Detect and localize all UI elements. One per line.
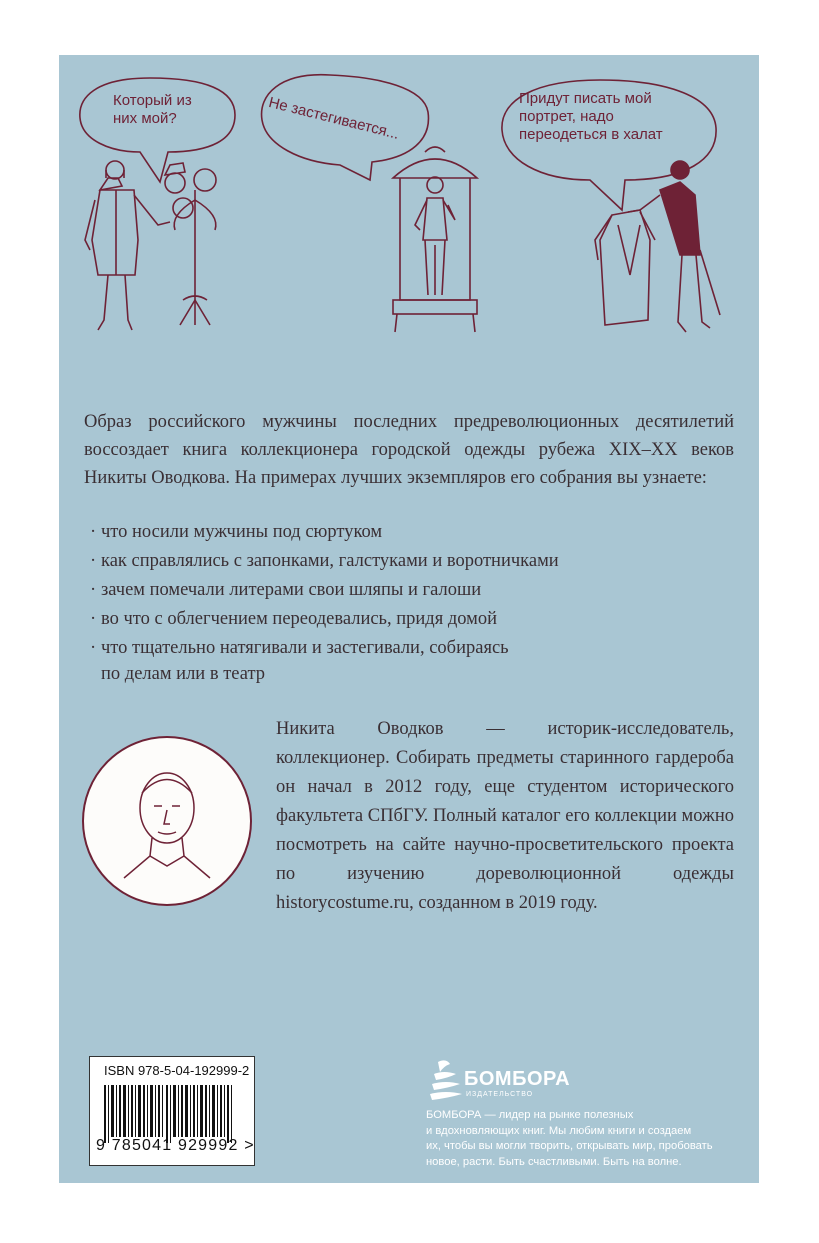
publisher-logo-subtitle: ИЗДАТЕЛЬСТВО <box>466 1091 534 1098</box>
isbn-label: ISBN 978-5-04-192999-2 <box>104 1063 250 1078</box>
bullet-item: · что тщательно натягивали и застегивали, собираясь <box>90 638 509 658</box>
speech-bubble-text-2: Не застегивается... <box>266 94 401 143</box>
bullet-item: · что носили мужчины под сюртуком <box>90 522 383 542</box>
speech-bubble-text-3: Придут писать мой портрет, надо переодеться в халат <box>519 90 663 143</box>
description-intro: Образ российского мужчины последних предреволюционных десятилетий воссоздает книга коллекционера городской одежды рубежа XIX–XX веков Никиты Оводкова. На примерах лучших экземпляров его собрания вы узнаете: <box>84 412 734 488</box>
bombora-logo-icon <box>428 1058 464 1104</box>
man-in-coat-figure <box>85 161 170 330</box>
portrait-icon <box>84 738 250 904</box>
bullet-item: · во что с облегчением переодевались, придя домой <box>90 609 498 629</box>
author-portrait <box>82 736 252 906</box>
illustrations <box>0 0 819 400</box>
publisher-line: и вдохновляющих книг. Мы любим книги и создаем <box>426 1124 692 1137</box>
barcode-number: 9 785041 929992 > <box>96 1137 255 1154</box>
speech-bubble-text-1: Который из них мой? <box>113 92 192 127</box>
hat-stand <box>165 163 216 325</box>
publisher-blurb <box>426 1108 756 1170</box>
publisher-line: БОМБОРА — лидер на рынке полезных <box>426 1109 634 1121</box>
author-bio: Никита Оводков — историк-исследователь, коллекционер. Собирать предметы старинного гардероба он начал в 2012 году, еще студентом исторического факультета СПбГУ. Полный каталог его коллекции можно посмотреть на сайте научно-просветительского проекта по изучению дореволюционной одежды historycostume.ru, созданном в 2019 году. <box>276 719 734 913</box>
mirror-figure <box>393 147 477 332</box>
publisher-logo: БОМБОРА <box>464 1068 571 1090</box>
publisher-line: их, чтобы вы могли творить, открывать мир, пробовать <box>426 1140 713 1152</box>
bullet-item-continuation: по делам или в театр <box>101 664 266 684</box>
bullet-item: · зачем помечали литерами свои шляпы и галоши <box>90 580 482 600</box>
publisher-line: новое, расти. Быть счастливыми. Быть на волне. <box>426 1155 682 1168</box>
description <box>84 408 734 492</box>
bullet-item: · как справлялись с запонками, галстуками и воротничками <box>90 551 559 571</box>
man-with-robe-figure <box>595 161 720 332</box>
